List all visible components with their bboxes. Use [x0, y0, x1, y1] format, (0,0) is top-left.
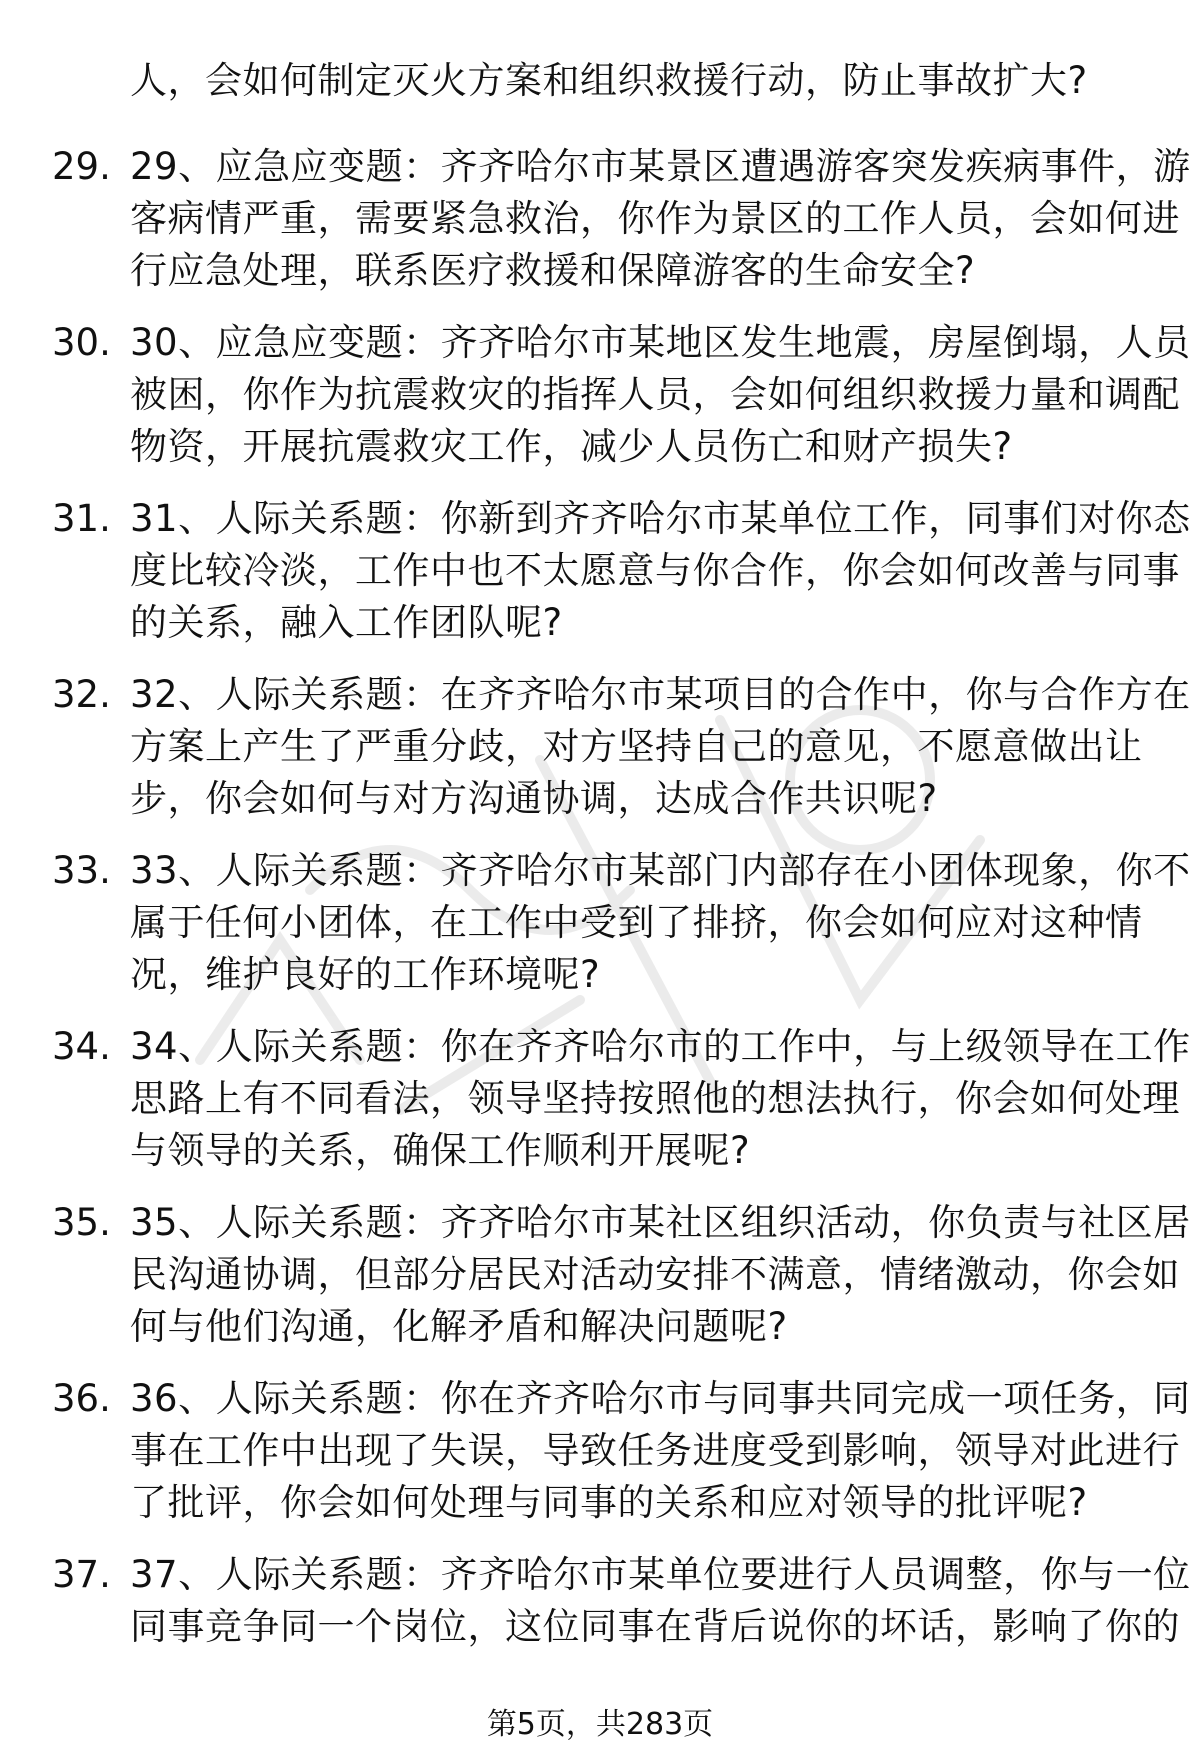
- question-list: [0, 141, 1200, 1725]
- item-text: [130, 1021, 1191, 1177]
- item-text: [130, 669, 1191, 825]
- text-line: 民沟通协调，但部分居民对活动安排不满意，情绪激动，你会如: [130, 1253, 1180, 1296]
- item-text: [130, 845, 1191, 1001]
- text-line: 客病情严重，需要紧急救治，你作为景区的工作人员，会如何进: [130, 197, 1180, 240]
- text-line: 30、应急应变题：齐齐哈尔市某地区发生地震，房屋倒塌，人员: [130, 321, 1191, 364]
- item-number: 34.: [52, 1025, 111, 1068]
- item-number: 32.: [52, 673, 111, 716]
- text-line: 32、人际关系题：在齐齐哈尔市某项目的合作中，你与合作方在: [130, 673, 1191, 716]
- list-item: [0, 1373, 1200, 1549]
- list-item: [0, 669, 1200, 845]
- list-item: [0, 845, 1200, 1021]
- item-number: 37.: [52, 1553, 111, 1596]
- text-line: 思路上有不同看法，领导坚持按照他的想法执行，你会如何处理: [130, 1077, 1180, 1120]
- item-number: 31.: [52, 497, 111, 540]
- list-item: [0, 1197, 1200, 1373]
- list-item: [0, 141, 1200, 317]
- item-number: 33.: [52, 849, 111, 892]
- list-item: [0, 493, 1200, 669]
- item-text: [130, 1549, 1191, 1653]
- text-line: 同事竞争同一个岗位，这位同事在背后说你的坏话，影响了你的: [130, 1605, 1180, 1648]
- text-line: 34、人际关系题：你在齐齐哈尔市的工作中，与上级领导在工作: [130, 1025, 1191, 1068]
- text-line: 事在工作中出现了失误，导致任务进度受到影响，领导对此进行: [130, 1429, 1180, 1472]
- item-text: [130, 493, 1191, 649]
- text-line: 与领导的关系，确保工作顺利开展呢?: [130, 1129, 751, 1172]
- list-item: [0, 1021, 1200, 1197]
- text-line: 物资，开展抗震救灾工作，减少人员伤亡和财产损失?: [130, 425, 1013, 468]
- list-item: [0, 317, 1200, 493]
- list-item: [0, 1549, 1200, 1725]
- item-text: [130, 1197, 1191, 1353]
- text-line: 何与他们沟通，化解矛盾和解决问题呢?: [130, 1305, 788, 1348]
- page-number-footer: 第5页，共283页: [486, 1707, 714, 1742]
- item-number: 36.: [52, 1377, 111, 1420]
- text-line: 35、人际关系题：齐齐哈尔市某社区组织活动，你负责与社区居: [130, 1201, 1191, 1244]
- item-text: [130, 1373, 1191, 1529]
- item-number: 35.: [52, 1201, 111, 1244]
- item-text: [130, 317, 1191, 473]
- item-number: 30.: [52, 321, 111, 364]
- text-line: 属于任何小团体，在工作中受到了排挤，你会如何应对这种情: [130, 901, 1143, 944]
- text-line: 行应急处理，联系医疗救援和保障游客的生命安全?: [130, 249, 976, 292]
- item-number: 29.: [52, 145, 111, 188]
- text-line: 步，你会如何与对方沟通协调，达成合作共识呢?: [130, 777, 938, 820]
- text-line: 度比较冷淡，工作中也不太愿意与你合作，你会如何改善与同事: [130, 549, 1180, 592]
- text-line: 31、人际关系题：你新到齐齐哈尔市某单位工作，同事们对你态: [130, 497, 1191, 540]
- continuation-text: 人，会如何制定灭火方案和组织救援行动，防止事故扩大?: [130, 59, 1088, 102]
- text-line: 33、人际关系题：齐齐哈尔市某部门内部存在小团体现象，你不: [130, 849, 1191, 892]
- text-line: 方案上产生了严重分歧，对方坚持自己的意见，不愿意做出让: [130, 725, 1143, 768]
- text-line: 被困，你作为抗震救灾的指挥人员，会如何组织救援力量和调配: [130, 373, 1180, 416]
- item-text: [130, 141, 1191, 297]
- text-line: 37、人际关系题：齐齐哈尔市某单位要进行人员调整，你与一位: [130, 1553, 1191, 1596]
- text-line: 29、应急应变题：齐齐哈尔市某景区遭遇游客突发疾病事件，游: [130, 145, 1191, 188]
- text-line: 36、人际关系题：你在齐齐哈尔市与同事共同完成一项任务，同: [130, 1377, 1191, 1420]
- text-line: 了批评，你会如何处理与同事的关系和应对领导的批评呢?: [130, 1481, 1088, 1524]
- text-line: 况，维护良好的工作环境呢?: [130, 953, 601, 996]
- text-line: 的关系，融入工作团队呢?: [130, 601, 563, 644]
